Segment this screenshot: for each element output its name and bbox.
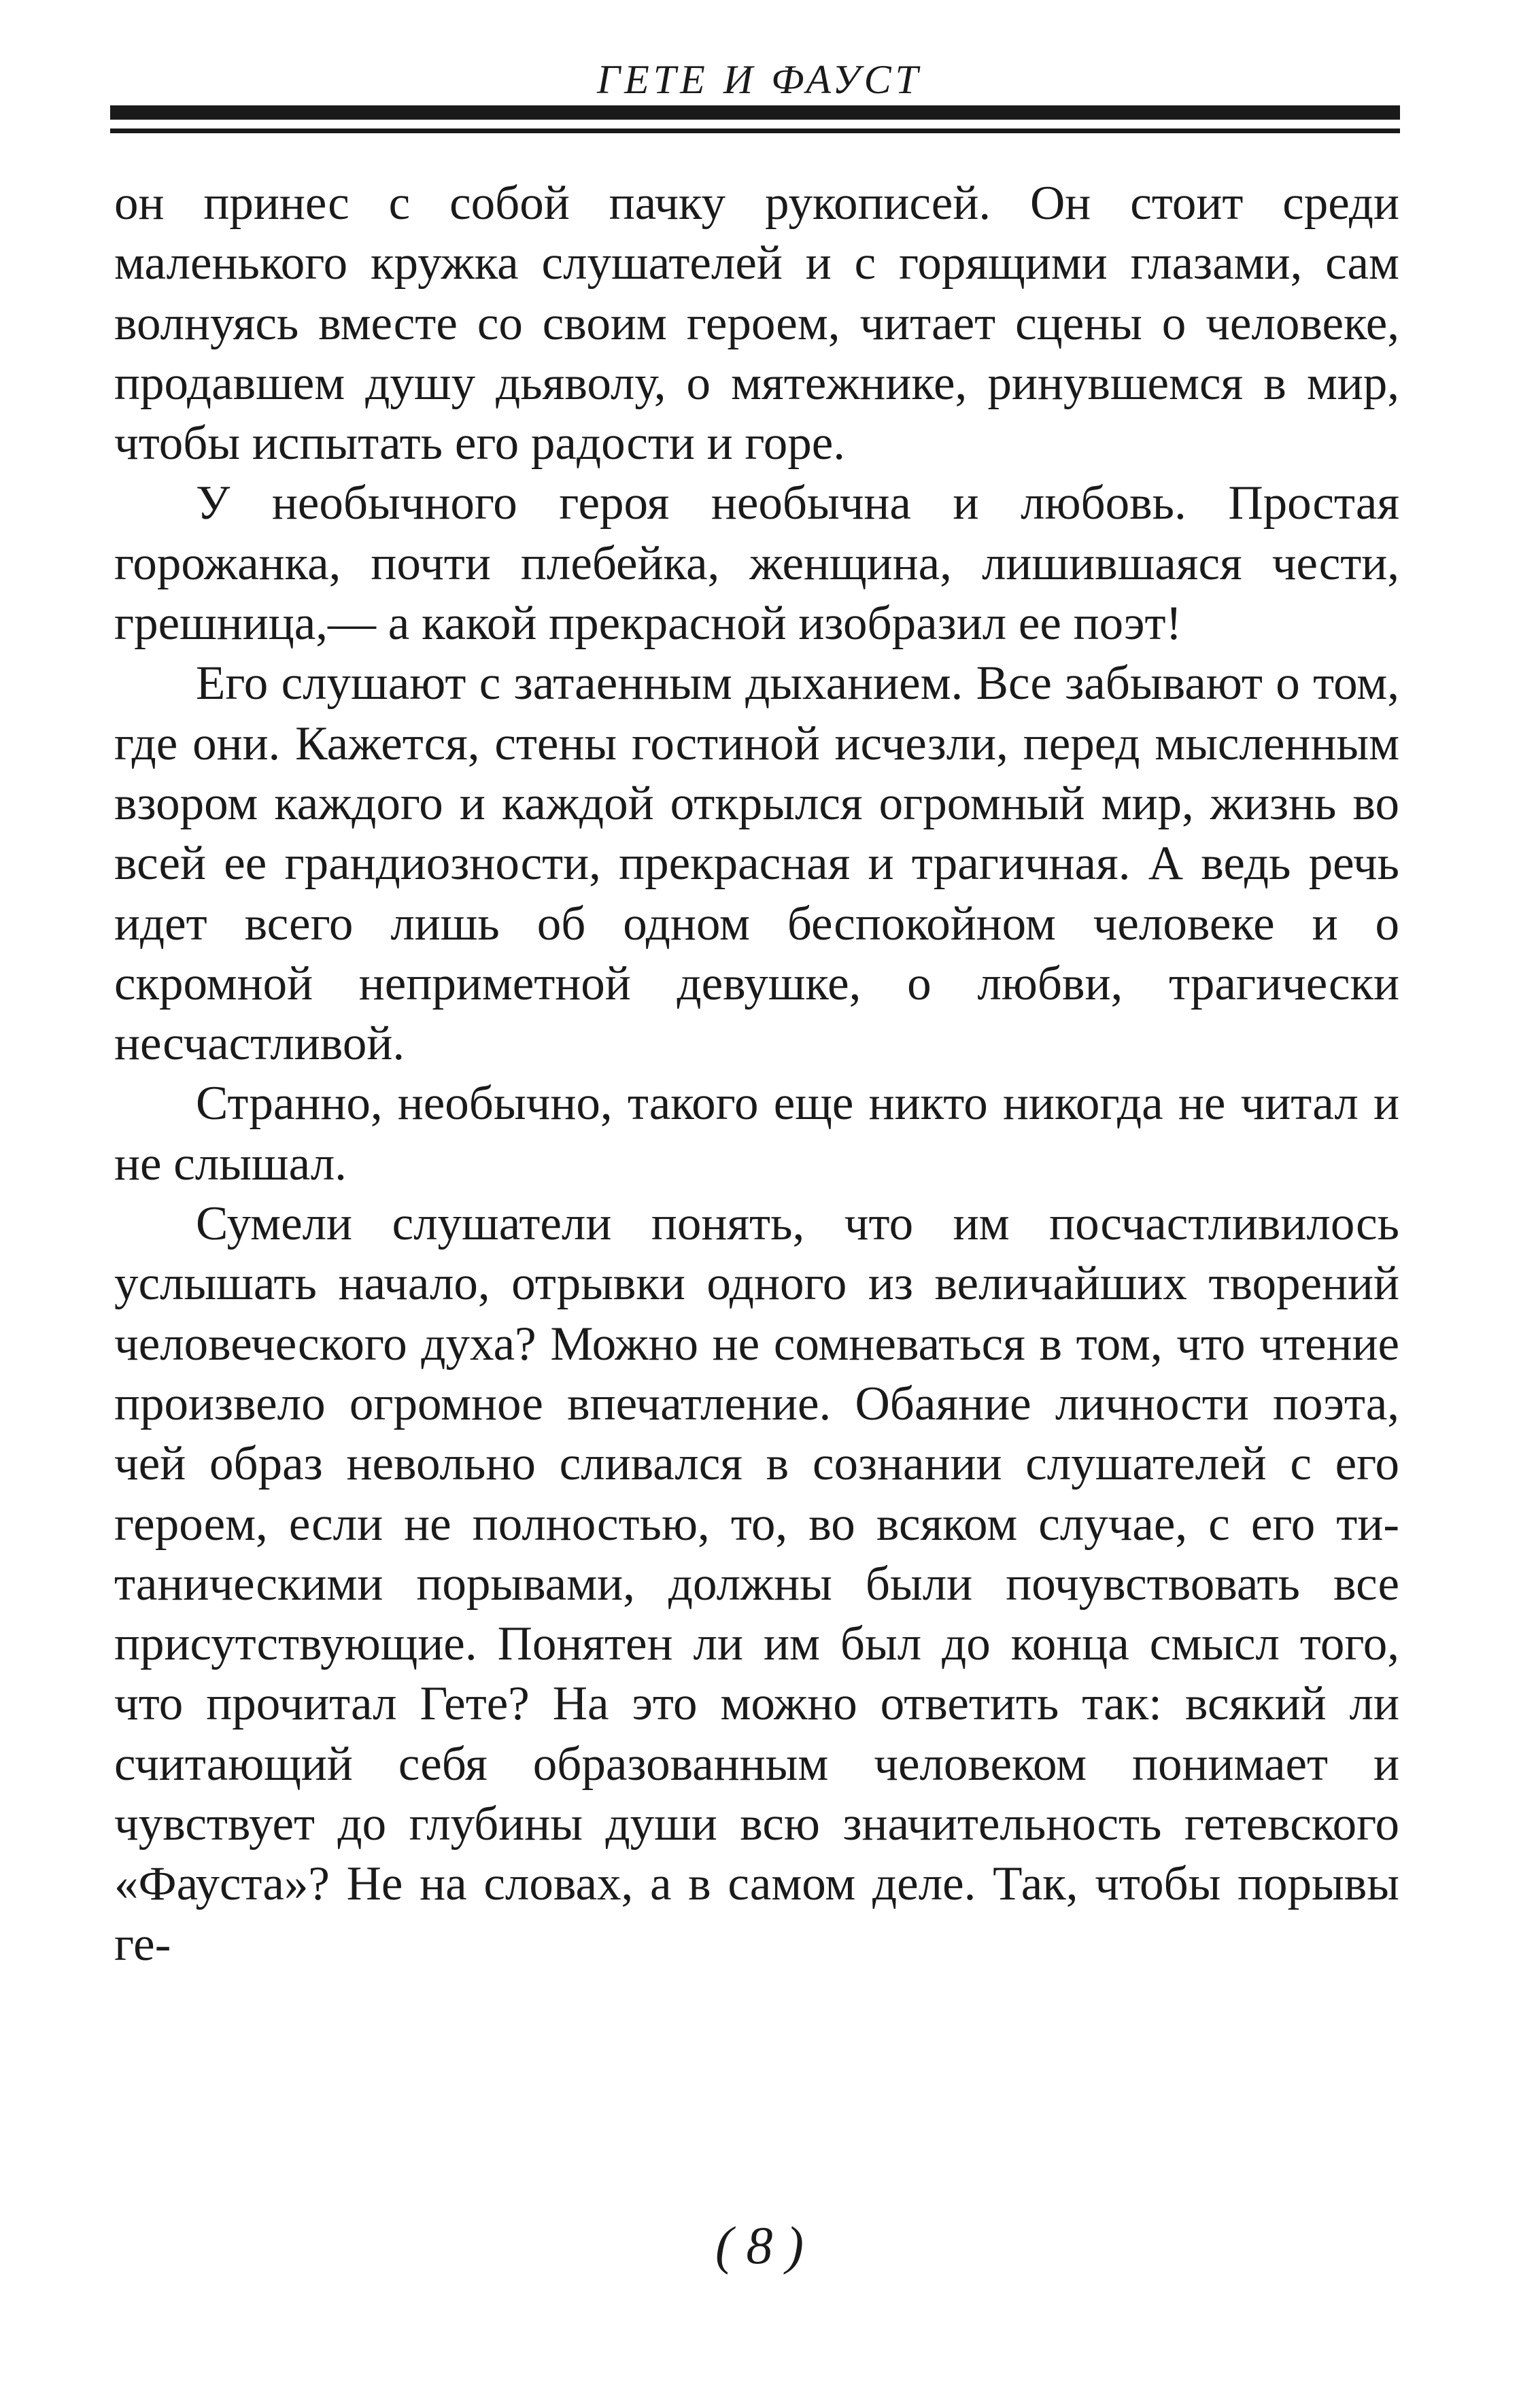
page-number: ( 8 )	[715, 2216, 804, 2275]
header-rule-thin	[110, 128, 1400, 133]
body-text	[114, 173, 1399, 1974]
paragraph: У необычного героя необычна и любовь. Простая горожанка, почти плебейка, женщина, лишившаяся чести, грешница,— а какой прекрасной изобразил ее поэт!	[114, 477, 1399, 651]
running-header: ГЕТЕ И ФАУСТ	[596, 57, 923, 102]
paragraph-continuation: он принес с собой пачку рукописей. Он стоит среди маленького кружка слушателей и с горящими глазами, сам волнуясь вместе со своим героем, читает сцены о человеке, продавшем душу дьяволу, о мятежнике, ринувшемся в мир, чтобы испытать его радости и горе.	[114, 177, 1399, 470]
header-rule-thick	[110, 105, 1400, 120]
paragraph: Его слушают с затаенным дыханием. Все забывают о том, где они. Кажется, стены гостиной исчезли, перед мысленным взором каждого и каждой открылся огромный мир, жизнь во всей ее грандиозности, прекрасная и трагичная. А ведь речь идет всего лишь об одном беспокойном человеке и о скромной неприметной девушке, о любви, трагически несчастливой.	[114, 657, 1399, 1071]
paragraph: Сумели слушатели понять, что им посчастливилось услышать начало, отрывки одного из величайших творений человеческого духа? Можно не сомневаться в том, что чтение произвело огромное впечатление. Обаяние личности поэта, чей образ невольно сливался в сознании слушателей с его героем, если не полностью, то, во всяком случае, с его титаническими порывами, должны были почувствовать все присутствующие. Понятен ли им был до конца смысл того, что прочитал Гете? На это можно ответить так: всякий ли считающий себя образованным человеком понимает и чувствует до глубины души всю значительность гетевского «Фауста»? Не на словах, а в самом деле. Так, чтобы порывы ге-	[114, 1197, 1399, 1971]
paragraph: Странно, необычно, такого еще никто никогда не читал и не слышал.	[114, 1077, 1399, 1190]
